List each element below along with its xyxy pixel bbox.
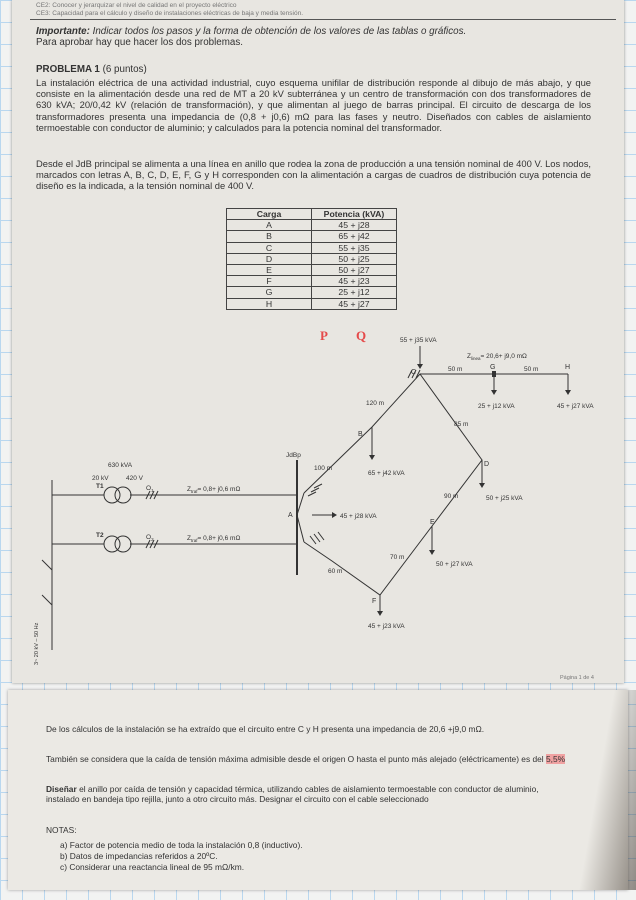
label-node-b: B — [358, 431, 363, 438]
table-cell: 50 + j25 — [312, 253, 397, 264]
label-g-load: 25 + j12 kVA — [478, 403, 515, 410]
label-ztraf-2-val: = 0,8+ j0,6 mΩ — [197, 535, 241, 542]
mv-switch-1 — [42, 560, 52, 570]
bus-to-ring-bottom — [297, 515, 304, 542]
label-zline — [467, 353, 527, 361]
hatch-a-up — [308, 484, 322, 496]
table-cell: 45 + j23 — [312, 276, 397, 287]
importante-block — [36, 26, 591, 48]
label-ztraf-2 — [187, 535, 240, 543]
table-cell: G — [227, 287, 312, 298]
label-node-c: C — [411, 369, 417, 376]
label-20kv: 20 kV — [92, 475, 109, 482]
table-cell: F — [227, 276, 312, 287]
note-b-text: Datos de impedancias referidos a 20ºC. — [69, 851, 218, 861]
problem-points: (6 puntos) — [102, 64, 147, 75]
table-cell: H — [227, 298, 312, 309]
arrowhead-e — [429, 550, 435, 555]
competence-ce3: CE3: Capacidad para el cálculo y diseño de instalaciones eléctricas de baja y media tensión. — [36, 10, 304, 17]
label-zline-sub: linea — [470, 356, 481, 361]
exam-page-2-excerpt — [8, 690, 628, 890]
note-c-letter: c) — [60, 862, 67, 872]
hatch-g-node — [492, 371, 496, 377]
label-90m: 90 m — [444, 493, 459, 500]
problem-paragraph-1: La instalación eléctrica de una actividad industrial, cuyo esquema unifilar de distribución responde al dibujo de más abajo, y que consiste en la alimentación desde una red de MT a 20 kV subterránea y un centro de transformación con dos transformadores de 630 kVA; 20/0,42 kV (relación de transformación), y que alimentan al juego de barras principal. El circuito de descarga de los transformadores presenta una impedancia de (0,8 + j0,6) mΩ para las fases y neutro. Diseñados con cables de aislamiento termoestable con conductor de aluminio; y calculados para la potencia nominal del transformador. — [36, 77, 591, 133]
arrowhead-g — [491, 390, 497, 395]
arrowhead-d — [479, 483, 485, 488]
handwritten-q: Q — [356, 328, 367, 343]
table-row — [227, 287, 397, 298]
ch-impedance-text: De los cálculos de la instalación se ha extraído que el circuito entre C y H presenta una impedancia de 20,6 +j9,0 mΩ. — [46, 724, 485, 734]
table-cell: 45 + j28 — [312, 220, 397, 231]
table-cell: A — [227, 220, 312, 231]
table-cell: 65 + j42 — [312, 231, 397, 242]
handwritten-p: P — [320, 328, 328, 343]
table-cell: 25 + j12 — [312, 287, 397, 298]
label-node-g: G — [490, 364, 496, 371]
label-420v: 420 V — [126, 475, 143, 482]
label-ztraf-1-z: Z — [187, 486, 191, 493]
table-row — [227, 253, 397, 264]
label-o2-o: O — [146, 534, 152, 541]
label-jdb: JdBp — [286, 452, 301, 459]
voltage-drop-text — [46, 754, 566, 764]
label-60m: 60 m — [328, 568, 343, 575]
label-b-load: 65 + j42 kVA — [368, 470, 405, 477]
transformer-t1-secondary — [115, 487, 131, 503]
arrowhead-a — [332, 512, 337, 518]
label-h-load: 45 + j27 kVA — [557, 403, 594, 410]
label-o1-sub: 1 — [151, 488, 154, 493]
label-o2-sub: 2 — [151, 537, 154, 542]
transformer-t2-secondary — [115, 536, 131, 552]
table-cell: E — [227, 264, 312, 275]
label-e-load: 50 + j27 kVA — [436, 561, 473, 568]
note-c-text: Considerar una reactancia lineal de 95 mΩ/km. — [69, 862, 245, 872]
importante-line2: Para aprobar hay que hacer los dos problemas. — [36, 37, 243, 49]
exam-page-1 — [12, 0, 624, 683]
label-supply-side: 3~ 20 kV – 50 Hz — [34, 622, 40, 665]
label-a-load: 45 + j28 kVA — [340, 513, 377, 520]
label-d-load: 50 + j25 kVA — [486, 495, 523, 502]
label-zline-z: Z — [467, 353, 471, 360]
label-ztraf-1-val: = 0,8+ j0,6 mΩ — [197, 486, 241, 493]
label-o2 — [146, 534, 154, 542]
label-o1-o: O — [146, 485, 152, 492]
competence-ce2: CE2: Conocer y jerarquizar el nivel de calidad en el proyecto eléctrico — [36, 2, 237, 9]
header-rule — [30, 19, 616, 20]
table-cell: B — [227, 231, 312, 242]
label-node-e: E — [430, 519, 435, 526]
design-sentence: el anillo por caída de tensión y capacidad térmica, utilizando cables de aislamiento termoestable con conductor de aluminio, instalado en bandeja tipo rejilla, junto a otro circuito más. Designar el circuito con el cable seleccionado — [46, 784, 539, 805]
label-o1 — [146, 485, 154, 493]
table-cell: D — [227, 253, 312, 264]
label-ztraf-1-sub: traf — [190, 489, 198, 494]
table-cell: 50 + j27 — [312, 264, 397, 275]
table-cell: 45 + j27 — [312, 298, 397, 309]
table-row — [227, 231, 397, 242]
label-node-f: F — [372, 598, 377, 605]
note-b-letter: b) — [60, 851, 68, 861]
table-cell: 55 + j35 — [312, 242, 397, 253]
table-header-potencia: Potencia (kVA) — [312, 209, 397, 220]
table-row — [227, 220, 397, 231]
label-transformer-power: 630 kVA — [108, 462, 133, 469]
label-100m: 100 m — [314, 465, 333, 472]
arrowhead-h — [565, 390, 571, 395]
label-t1: T1 — [96, 483, 104, 490]
note-b — [60, 851, 580, 861]
competences-header — [36, 2, 303, 18]
importante-label: Importante: — [36, 26, 90, 37]
table-header-row — [227, 209, 397, 220]
single-line-diagram — [12, 330, 624, 680]
design-keyword: Diseñar — [46, 784, 77, 794]
note-a-letter: a) — [60, 840, 68, 850]
note-c — [60, 862, 580, 872]
table-row — [227, 276, 397, 287]
loads-table — [226, 208, 397, 310]
label-node-h: H — [565, 364, 571, 371]
problem-paragraph-2: Desde el JdB principal se alimenta a una línea en anillo que rodea la zona de producción a una tensión nominal de 400 V. Los nodos, marcados con letras A, B, C, D, E, F, G y H corresponden con la alimentación a cargas de cuadros de distribución cuya potencia de diseño es la indicada, a la tensión nominal de 400 V. — [36, 158, 591, 192]
label-85m: 85 m — [454, 421, 469, 428]
table-cell: C — [227, 242, 312, 253]
label-zline-val: = 20,6+ j9,0 mΩ — [480, 353, 527, 360]
label-ztraf-1 — [187, 486, 240, 494]
voltage-drop-highlight: 5,5% — [546, 754, 566, 764]
label-50m-a: 50 m — [448, 366, 463, 373]
voltage-drop-sentence: También se considera que la caída de tensión máxima admisible desde el origen O hasta el punto más alejado (eléctricamente) es del — [46, 754, 544, 764]
label-ztraf-2-sub: traf — [190, 538, 198, 543]
problem-title: PROBLEMA 1 — [36, 64, 100, 75]
table-row — [227, 242, 397, 253]
note-a — [60, 840, 580, 850]
label-node-d: D — [484, 461, 490, 468]
table-header-carga: Carga — [227, 209, 312, 220]
notes-title: NOTAS: — [46, 825, 77, 835]
note-a-text: Factor de potencia medio de toda la instalación 0,8 (inductivo). — [69, 840, 303, 850]
importante-text: Indicar todos los pasos y la forma de obtención de los valores de las tablas o gráficos. — [92, 26, 467, 37]
hatch-a-down — [310, 532, 324, 544]
arrowhead-f — [377, 611, 383, 616]
label-ztraf-2-z: Z — [187, 535, 191, 542]
arrowhead-c — [417, 364, 423, 369]
label-c-load: 55 + j35 kVA — [400, 337, 437, 344]
page-number: Página 1 de 4 — [560, 675, 594, 680]
table-row — [227, 264, 397, 275]
label-70m: 70 m — [390, 554, 405, 561]
label-50m-b: 50 m — [524, 366, 539, 373]
label-node-a: A — [288, 512, 293, 519]
arrowhead-b — [369, 455, 375, 460]
label-f-load: 45 + j23 kVA — [368, 623, 405, 630]
design-task-text — [46, 784, 566, 805]
mv-switch-2 — [42, 595, 52, 605]
bus-to-ring-top — [297, 493, 304, 515]
label-t2: T2 — [96, 532, 104, 539]
table-row — [227, 298, 397, 309]
photo-edge-shadow — [576, 690, 636, 890]
label-120m: 120 m — [366, 400, 385, 407]
problem-heading — [36, 64, 591, 75]
